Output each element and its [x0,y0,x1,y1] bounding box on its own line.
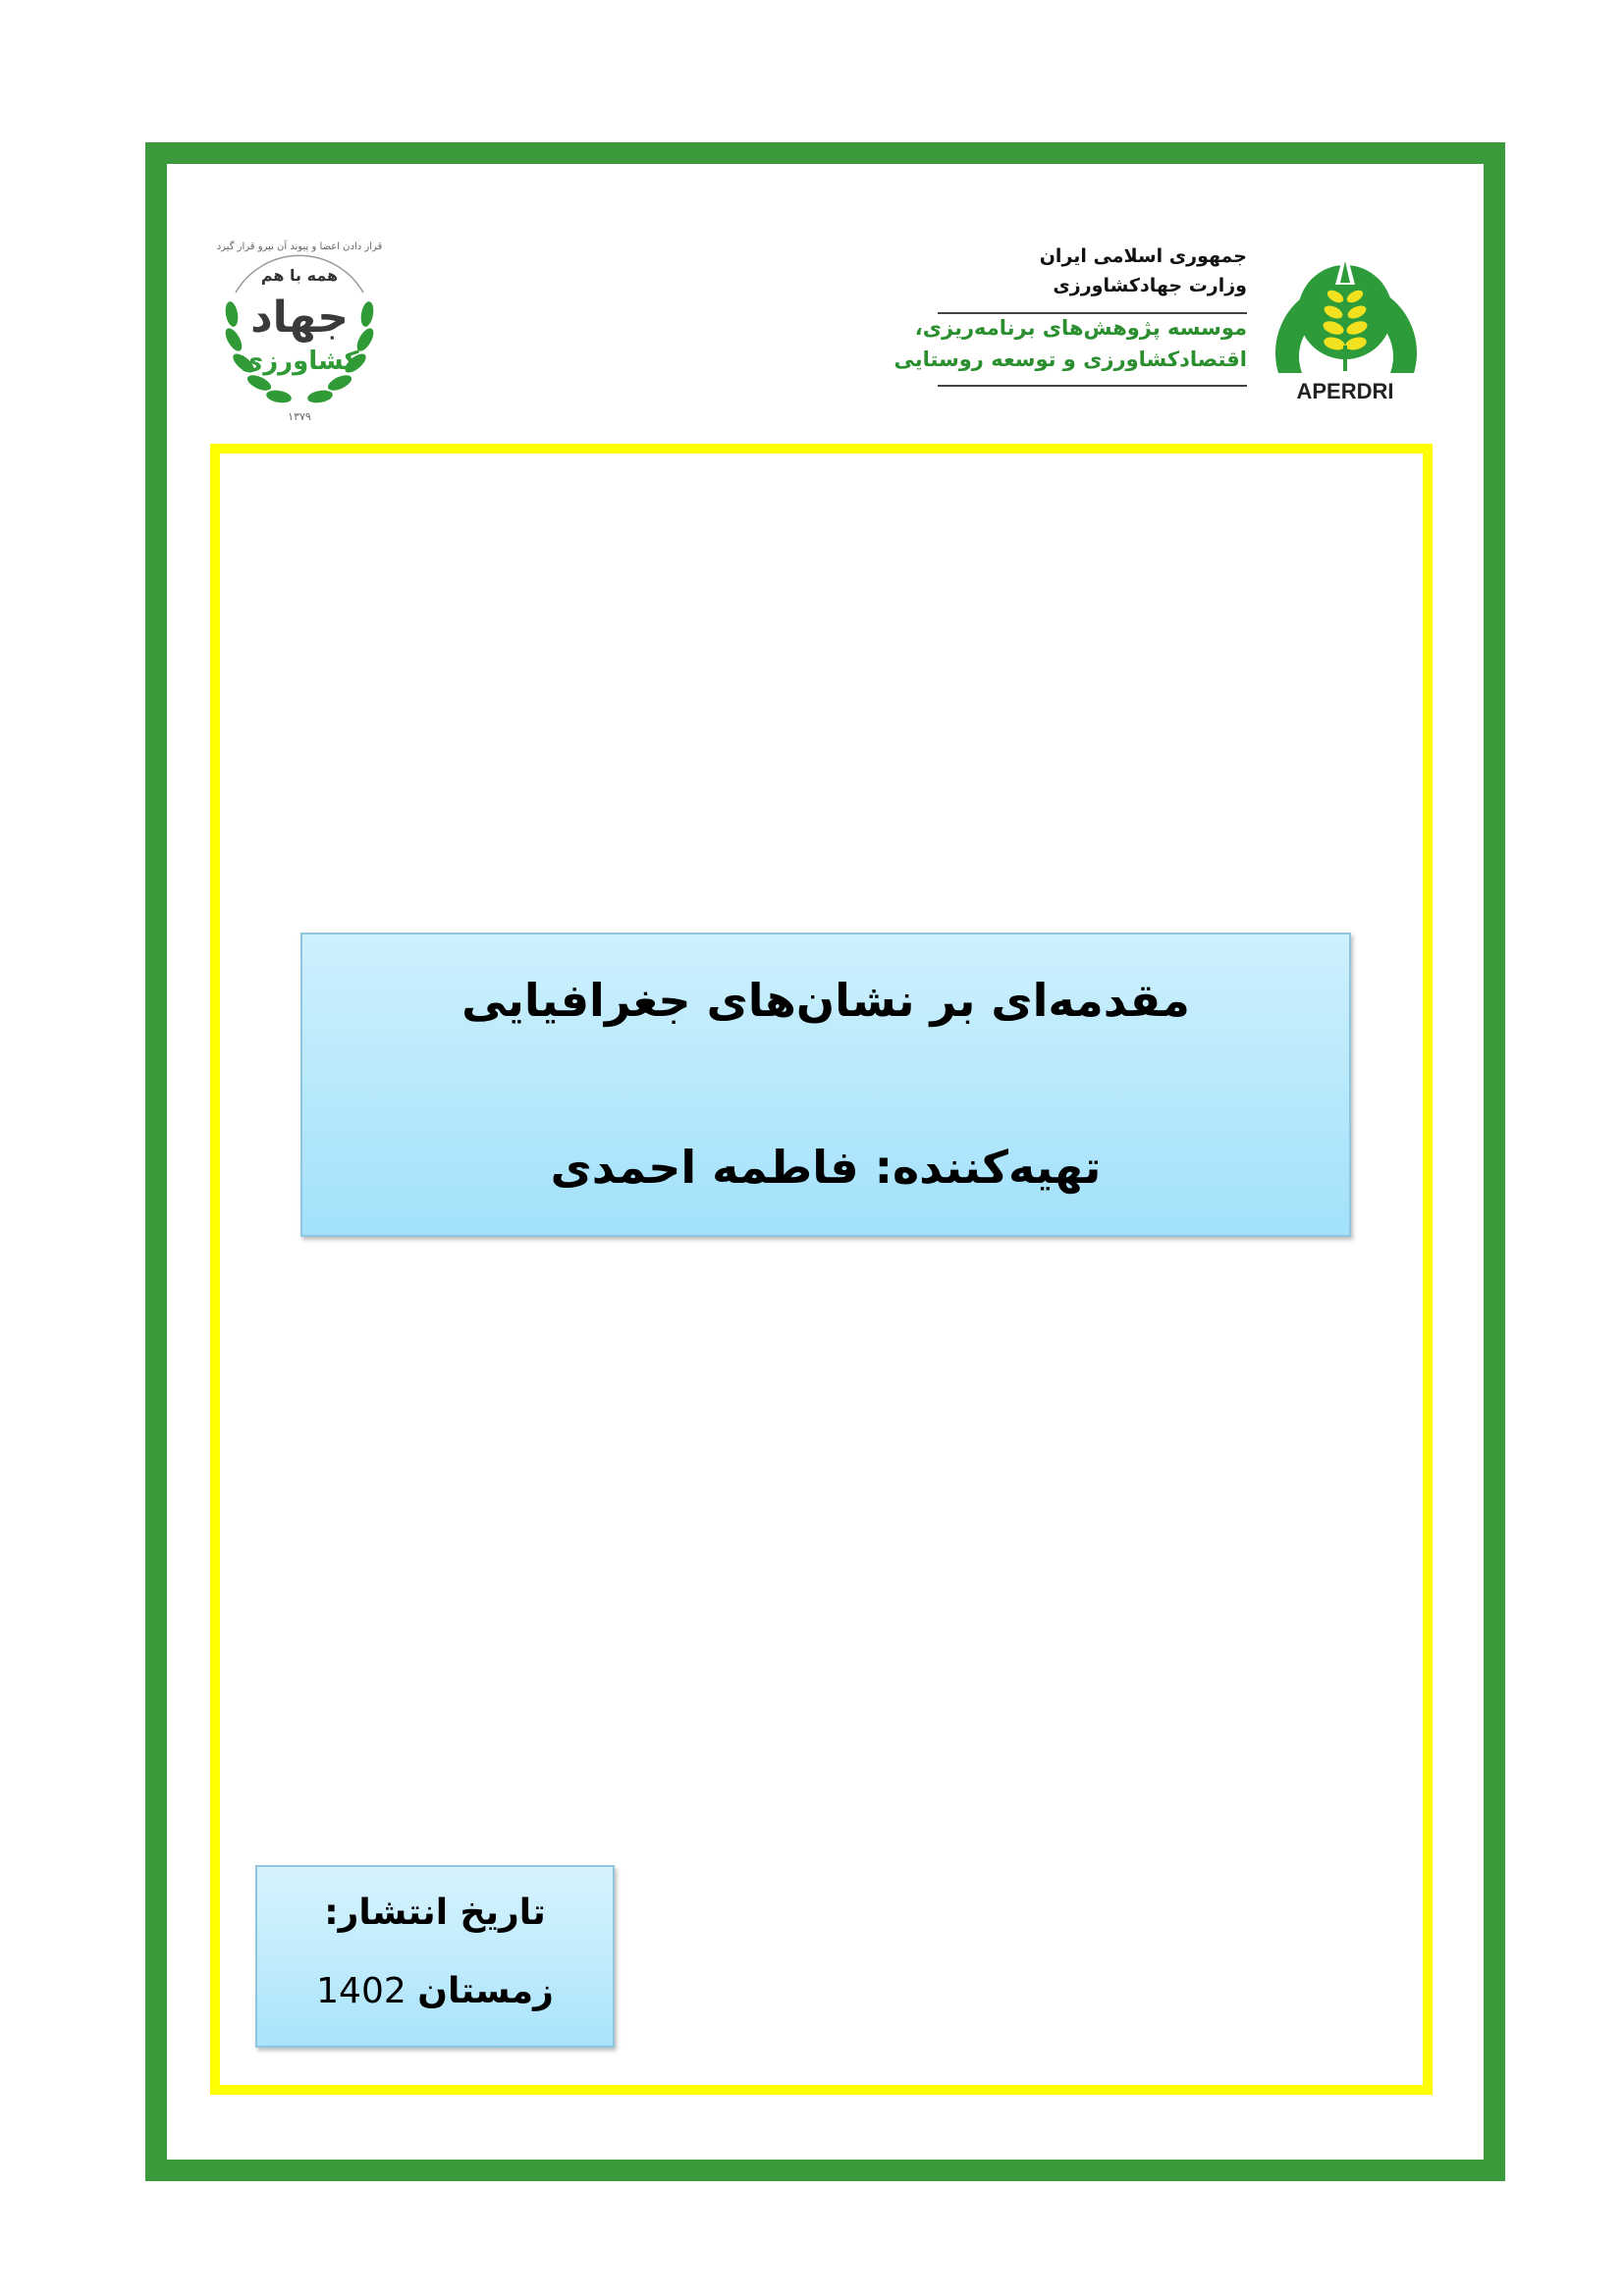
logo-arc-text: قرار دادن اعضا و پیوند آن نیرو قرار گیرد [216,241,383,252]
aperdri-label: APERDRI [1296,379,1394,403]
aperdri-logo [1257,226,1434,412]
document-title: مقدمه‌ای بر نشان‌های جغرافیایی [461,974,1190,1027]
institute-name-line1: موسسه پژوهش‌های برنامه‌ریزی، [914,316,1247,340]
publication-date-box [255,1865,615,2048]
divider-line [938,385,1247,387]
divider-line [938,312,1247,314]
jahad-keshavarzi-logo [196,224,403,430]
publication-year: 1402 [316,1971,406,2011]
logo-top-text: همه با هم [260,266,339,285]
ministry-name: وزارت جهادکشاورزی [1053,275,1247,296]
publication-date-value [257,1971,613,2011]
title-box [300,933,1351,1237]
institute-name-line2: اقتصادکشاورزی و توسعه روستایی [893,347,1247,371]
logo-year-text: ۱۳۷۹ [288,410,311,423]
jahad-logo-graphic [196,224,403,430]
author-line: تهیه‌کننده: فاطمه احمدی [550,1141,1102,1194]
logo-sub-text: کشاورزی [240,347,359,376]
logo-main-text: جهاد [250,293,349,343]
inner-yellow-border [210,444,1433,2095]
wheat-emblem-icon [1257,226,1434,412]
publication-season: زمستان [417,1971,554,2011]
republic-name: جمهوری اسلامی ایران [1039,245,1247,267]
publication-date-label: تاریخ انتشار: [324,1893,546,1933]
institute-header [893,226,1434,412]
